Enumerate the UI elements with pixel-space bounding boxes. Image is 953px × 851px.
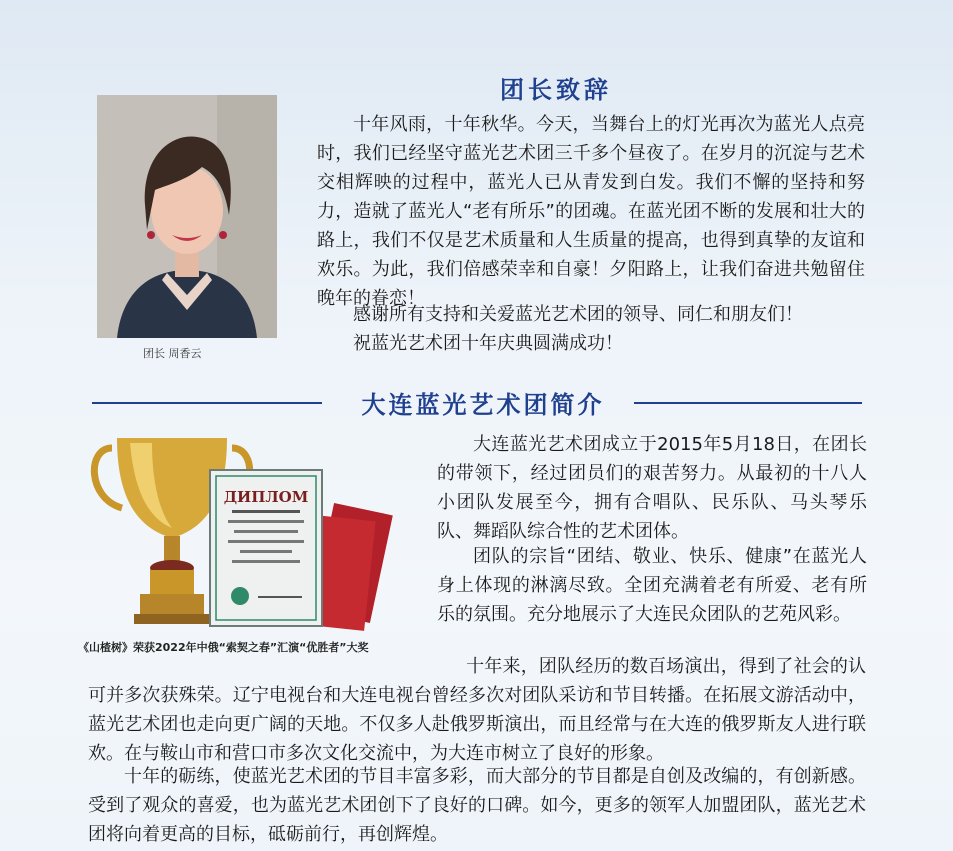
intro-title: 大连蓝光艺术团简介 (361, 391, 605, 419)
message-paragraph-2: 感谢所有支持和关爱蓝光艺术团的领导、同仁和朋友们！ (353, 304, 803, 325)
divider-right (634, 402, 862, 404)
leader-portrait (97, 95, 277, 338)
portrait-caption: 团长 周香云 (143, 347, 202, 360)
message-paragraph-3: 祝蓝光艺术团十年庆典圆满成功！ (353, 333, 623, 354)
intro-paragraph-3: 十年来，团队经历的数百场演出，得到了社会的认可并多次获殊荣。辽宁电视台和大连电视台曾经多次对团队采访和节目转播。在拓展文游活动中，蓝光艺术团也走向更广阔的天地。不仅多人赴俄罗斯演出，而且经常与在大连的俄罗斯友人进行联欢。在与鞍山市和营口市多次文化交流中，为大连市树立了良好的形象。 (88, 656, 866, 764)
trophy-diploma-photo (82, 428, 402, 640)
intro-paragraph-4: 十年的砺练，使蓝光艺术团的节目丰富多彩，而大部分的节目都是自创及改编的，有创新感。受到了观众的喜爱，也为蓝光艺术团创下了良好的口碑。如今，更多的领军人加盟团队，蓝光艺术团将向着更高的目标，砥砺前行，再创辉煌。 (88, 766, 866, 845)
divider-left (92, 402, 322, 404)
photo-caption: 《山楂树》荣获2022年中俄“索契之春”汇演“优胜者”大奖 (78, 641, 369, 654)
diploma-certificate (210, 470, 322, 626)
intro-paragraph-1: 大连蓝光艺术团成立于2015年5月18日，在团长的带领下，经过团员们的艰苦努力。从最初的十八人小团队发展至今，拥有合唱队、民乐队、马头琴乐队、舞蹈队综合性的艺术团体。 (437, 434, 867, 542)
intro-paragraph-2: 团队的宗旨“团结、敬业、快乐、健康”在蓝光人身上体现的淋漓尽致。全团充满着老有所爱、老有所乐的氛围。充分地展示了大连民众团队的艺苑风彩。 (437, 546, 867, 625)
message-title: 团长致辞 (500, 76, 612, 104)
message-paragraph-1: 十年风雨，十年秋华。今天，当舞台上的灯光再次为蓝光人点亮时，我们已经坚守蓝光艺术团三千多个昼夜了。在岁月的沉淀与艺术交相辉映的过程中，蓝光人已从青发到白发。我们不懈的坚持和努力，造就了蓝光人“老有所乐”的团魂。在蓝光团不断的发展和壮大的路上，我们不仅是艺术质量和人生质量的提高，也得到真挚的友谊和欢乐。为此，我们倍感荣幸和自豪！夕阳路上，让我们奋进共勉留住晚年的眷恋！ (317, 114, 865, 309)
diploma-heading: ДИПЛОМ (223, 488, 309, 506)
